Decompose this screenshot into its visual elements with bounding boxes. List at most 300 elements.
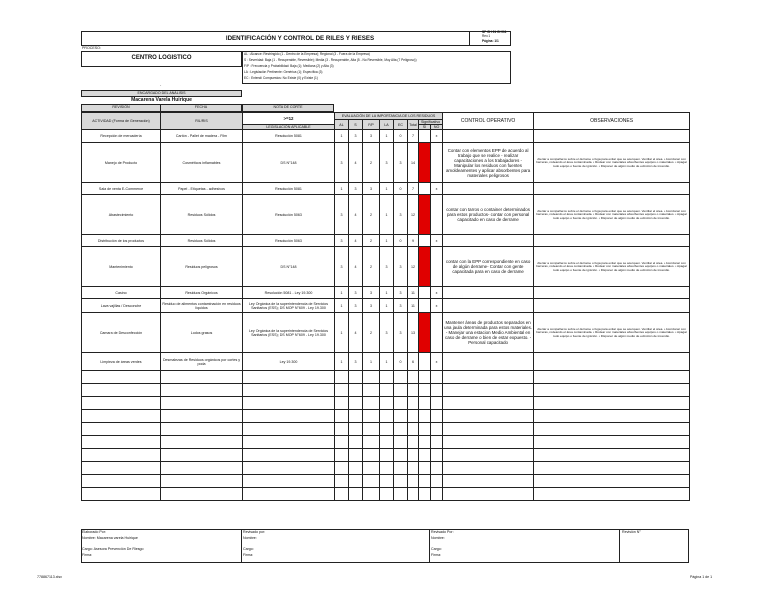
reviewed-by-role: Cargo:	[243, 547, 254, 551]
cell-s: 3	[349, 353, 363, 371]
empty-cell	[380, 410, 394, 423]
cell-fp: 3	[363, 287, 380, 299]
table-row	[82, 299, 690, 313]
cut-value: >=12	[243, 113, 335, 125]
cell-la: 1	[380, 195, 394, 235]
cell-significant-yes	[419, 183, 431, 195]
empty-cell	[431, 397, 443, 410]
empty-cell	[380, 436, 394, 449]
empty-cell	[534, 397, 690, 410]
empty-cell	[534, 449, 690, 462]
cell-significant-no: x	[431, 235, 443, 247]
empty-cell	[363, 449, 380, 462]
approved-by-name: Nombre:	[431, 536, 445, 540]
empty-cell	[82, 371, 161, 384]
empty-cell	[419, 423, 431, 436]
footer-divider-2	[429, 529, 430, 563]
review-label: REVISIÓN	[112, 105, 130, 109]
empty-cell	[243, 436, 335, 449]
cell-riles: Cartón - Pallet de madera - Film	[161, 130, 243, 143]
cell-al: 3	[335, 143, 349, 183]
col-la: LA	[380, 120, 394, 130]
empty-cell	[243, 384, 335, 397]
cell-ec: 0	[394, 235, 408, 247]
empty-cell	[82, 475, 161, 488]
empty-cell	[408, 436, 419, 449]
table-row	[82, 143, 690, 183]
empty-row	[82, 384, 690, 397]
reviewed-by-name: Nombre:	[243, 536, 257, 540]
col-control: CONTROL OPERATIVO	[443, 113, 534, 130]
empty-cell	[394, 384, 408, 397]
empty-cell	[443, 423, 534, 436]
process-value: CENTRO LOGISTICO	[131, 55, 192, 61]
empty-cell	[534, 436, 690, 449]
cell-significant-yes	[419, 353, 431, 371]
col-no: NO	[431, 125, 443, 130]
cell-al: 1	[335, 313, 349, 353]
cell-riles: Residuos Sólidos	[161, 235, 243, 247]
empty-cell	[82, 436, 161, 449]
cell-legislation: Resolución 5063	[243, 235, 335, 247]
cell-fp: 3	[363, 299, 380, 313]
cell-fp: 2	[363, 235, 380, 247]
cell-significant-yes	[419, 299, 431, 313]
approved-by-label: Revisado Por:	[431, 530, 454, 534]
footer-divider-1	[241, 529, 242, 563]
empty-cell	[335, 488, 349, 501]
empty-cell	[380, 449, 394, 462]
empty-cell	[335, 449, 349, 462]
empty-cell	[335, 462, 349, 475]
empty-cell	[335, 371, 349, 384]
cell-la: 1	[380, 287, 394, 299]
cell-observations	[534, 287, 690, 299]
empty-cell	[349, 410, 363, 423]
cell-al: 1	[335, 299, 349, 313]
cell-control	[443, 235, 534, 247]
process-label: PROCESO:	[82, 46, 101, 50]
empty-cell	[408, 462, 419, 475]
cell-activity: Abastecimiento	[82, 195, 161, 235]
empty-cell	[534, 384, 690, 397]
cell-la: 3	[380, 247, 394, 287]
cell-fp: 3	[363, 183, 380, 195]
cell-activity: Manejo de Producto	[82, 143, 161, 183]
empty-cell	[161, 436, 243, 449]
empty-cell	[443, 436, 534, 449]
document-rev: Rev.1	[482, 34, 491, 38]
empty-cell	[408, 488, 419, 501]
cell-total: 12	[408, 195, 419, 235]
empty-cell	[394, 371, 408, 384]
table-row	[82, 195, 690, 235]
cell-al: 1	[335, 130, 349, 143]
approved-by-sign: Firma:	[431, 553, 442, 557]
footer-divider-3	[619, 529, 620, 563]
empty-cell	[335, 397, 349, 410]
empty-cell	[335, 436, 349, 449]
col-significance: Significativo	[419, 120, 443, 125]
empty-cell	[363, 384, 380, 397]
empty-cell	[419, 397, 431, 410]
empty-cell	[363, 423, 380, 436]
cell-legislation: Ley Orgánica de la superintendencia de Servicios Sanitarios (ESS); DS MOP N°609 - Ley 19.300	[243, 299, 335, 313]
cell-riles: Lodos grasos	[161, 313, 243, 353]
cell-observations: Alertar a compañeros sobre el derrame o fuga para evitar que se acerquen. Ventilar el área. • Acordonar con barreras, rodeando el área contaminada. • Rodear con materiales absorbentes equipos o materiales. • Apagar todo equipo o fuente de ignición. • Disponer de algún medio de extinción de incendio.	[534, 195, 690, 235]
cell-s: 4	[349, 143, 363, 183]
cell-la: 3	[380, 143, 394, 183]
empty-cell	[82, 410, 161, 423]
empty-cell	[380, 384, 394, 397]
table-row	[82, 130, 690, 143]
cell-al: 3	[335, 195, 349, 235]
cell-control: contar con la EPP correspondiente en caso de algún derrame- Contar con gente capacitada para en caso de derrame	[443, 247, 534, 287]
cell-legislation: Resolución 5081 - Ley 19.300	[243, 287, 335, 299]
cell-legislation: Ley 19.300	[243, 353, 335, 371]
col-riles: RIL/RIS	[161, 113, 243, 130]
empty-cell	[380, 423, 394, 436]
cell-total: 7	[408, 130, 419, 143]
col-s: S	[349, 120, 363, 130]
empty-cell	[408, 397, 419, 410]
cell-total: 14	[408, 143, 419, 183]
cell-s: 3	[349, 299, 363, 313]
col-evaluation: EVALUACIÓN DE LA IMPORTANCIA DE LOS RESIDUOS	[335, 113, 443, 120]
cell-fp: 3	[363, 130, 380, 143]
cell-observations: Alertar a compañeros sobre el derrame o fuga para evitar que se acerquen. Ventilar el área. • Acordonar con barreras, rodeando el área contaminada. • Rodear con materiales absorbentes equipos o materiales. • Apagar todo equipo o fuente de ignición. • Disponer de algún medio de extinción de incendio.	[534, 313, 690, 353]
footer-box	[81, 529, 689, 563]
empty-cell	[419, 410, 431, 423]
empty-cell	[394, 488, 408, 501]
empty-cell	[380, 371, 394, 384]
empty-cell	[380, 397, 394, 410]
cut-label: NOTA DE CORTE	[273, 105, 303, 109]
cell-significant-no: x	[431, 183, 443, 195]
empty-cell	[161, 397, 243, 410]
empty-cell	[443, 371, 534, 384]
cell-observations	[534, 130, 690, 143]
empty-cell	[431, 436, 443, 449]
cell-fp: 2	[363, 143, 380, 183]
cell-legislation: Resolución 5081	[243, 130, 335, 143]
empty-cell	[161, 423, 243, 436]
cell-activity: Lava vajillas / Desconche	[82, 299, 161, 313]
cell-significant-no	[431, 247, 443, 287]
cell-legislation: Ley Orgánica de la superintendencia de Servicios Sanitarios (ESS); DS MOP N°609 - Ley 19.300	[243, 313, 335, 353]
empty-cell	[243, 449, 335, 462]
empty-cell	[349, 397, 363, 410]
cell-control: Contar con elementos EPP de acuerdo al trabajo que se realice - realizar capacitaciones a los trabajadores - Manipular los residuos con fuentes amoldeamentes y aplicar absorbentes para materiales peligrosos	[443, 143, 534, 183]
empty-cell	[82, 488, 161, 501]
empty-cell	[161, 488, 243, 501]
cell-la: 1	[380, 183, 394, 195]
empty-cell	[443, 475, 534, 488]
empty-cell	[243, 462, 335, 475]
cell-activity: Mantenimiento	[82, 247, 161, 287]
cell-activity: Recepción de mercadería	[82, 130, 161, 143]
cell-observations	[534, 183, 690, 195]
cell-observations: Alertar a compañeros sobre el derrame o fuga para evitar que se acerquen. Ventilar el área. • Acordonar con barreras, rodeando el área contaminada. • Rodear con materiales absorbentes equipos o materiales. • Apagar todo equipo o fuente de ignición. • Disponer de algún medio de extinción de incendio.	[534, 247, 690, 287]
cell-ec: 0	[394, 130, 408, 143]
empty-cell	[349, 462, 363, 475]
empty-cell	[534, 371, 690, 384]
table-row	[82, 247, 690, 287]
legend-line-5: EC : Entendí Compuestos: No Existe (0) y Existe (1)	[244, 76, 318, 80]
empty-cell	[431, 462, 443, 475]
empty-cell	[443, 449, 534, 462]
empty-row	[82, 436, 690, 449]
cell-al: 3	[335, 247, 349, 287]
legend-line-4: LA : Legislación Pertinente: Genérica (1); Específica (3)	[244, 70, 323, 74]
empty-cell	[243, 475, 335, 488]
empty-cell	[335, 384, 349, 397]
cell-riles: Cosméticos inflamables	[161, 143, 243, 183]
document-title: IDENTIFICACIÓN Y CONTROL DE RILES Y RIESES	[225, 35, 375, 42]
table-row	[82, 235, 690, 247]
cell-s: 3	[349, 183, 363, 195]
empty-cell	[408, 423, 419, 436]
empty-cell	[349, 488, 363, 501]
empty-cell	[363, 475, 380, 488]
cell-significant-no: x	[431, 287, 443, 299]
empty-row	[82, 371, 690, 384]
made-by-label: Elaborado Por:	[82, 530, 106, 534]
approved-by-role: Cargo:	[431, 547, 442, 551]
cell-la: 1	[380, 353, 394, 371]
cell-riles: Residuos Sólidos	[161, 195, 243, 235]
cell-s: 3	[349, 287, 363, 299]
cell-ec: 3	[394, 143, 408, 183]
table-row	[82, 287, 690, 299]
empty-row	[82, 449, 690, 462]
responsible-label: ENCARGADO DEL ANÁLISIS	[137, 91, 186, 95]
col-activity: ACTIVIDAD (Forma de Generación)	[82, 113, 161, 130]
empty-cell	[161, 410, 243, 423]
empty-cell	[363, 488, 380, 501]
cell-ec: 3	[394, 287, 408, 299]
cell-control: contar con tarros o container determinados para estos productos- contar con personal capacitado en caso de derrame	[443, 195, 534, 235]
empty-cell	[161, 384, 243, 397]
empty-row	[82, 488, 690, 501]
empty-row	[82, 410, 690, 423]
empty-cell	[82, 449, 161, 462]
cell-activity: Casino	[82, 287, 161, 299]
empty-cell	[82, 384, 161, 397]
empty-row	[82, 423, 690, 436]
empty-cell	[443, 410, 534, 423]
cell-s: 3	[349, 130, 363, 143]
empty-row	[82, 397, 690, 410]
empty-cell	[161, 475, 243, 488]
cell-fp: 2	[363, 195, 380, 235]
cell-legislation: Resolución 5081	[243, 183, 335, 195]
empty-cell	[419, 475, 431, 488]
cell-riles: Residuos Orgánicos	[161, 287, 243, 299]
cell-s: 4	[349, 247, 363, 287]
document-page: Página: 1/1	[482, 39, 499, 43]
empty-cell	[419, 449, 431, 462]
empty-cell	[394, 423, 408, 436]
empty-cell	[431, 384, 443, 397]
empty-cell	[349, 371, 363, 384]
empty-cell	[363, 371, 380, 384]
empty-row	[82, 475, 690, 488]
cell-legislation: Resolución 5063	[243, 195, 335, 235]
empty-cell	[363, 397, 380, 410]
cell-la: 1	[380, 299, 394, 313]
empty-cell	[161, 449, 243, 462]
cell-al: 1	[335, 353, 349, 371]
cell-fp: 2	[363, 313, 380, 353]
cell-ec: 3	[394, 195, 408, 235]
cell-observations	[534, 353, 690, 371]
cell-al: 1	[335, 287, 349, 299]
table-row	[82, 183, 690, 195]
cell-ec: 3	[394, 299, 408, 313]
empty-cell	[419, 436, 431, 449]
cell-riles: Papel - Etiquetas - adhesivos	[161, 183, 243, 195]
col-observations: OBSERVACIONES	[534, 113, 690, 130]
document-code: SP CH 01 GI 011	[482, 30, 507, 34]
cell-al: 3	[335, 235, 349, 247]
empty-cell	[443, 462, 534, 475]
cell-legislation: DS N°148	[243, 143, 335, 183]
col-legislation: LEGISLACIÓN APLICABLE	[243, 125, 335, 130]
empty-cell	[335, 475, 349, 488]
cell-significant-no	[431, 313, 443, 353]
made-by-role: Cargo: Asesora Prevención De Riesgo	[82, 547, 144, 551]
empty-cell	[349, 423, 363, 436]
cell-control	[443, 183, 534, 195]
cell-control	[443, 130, 534, 143]
cell-ec: 0	[394, 353, 408, 371]
legend-line-1: AL : Alcance: Restringido (1 - Dentro de la Empresa); Regional (3 - Fuera de la Empresa)	[244, 52, 370, 56]
col-si: SI	[419, 125, 431, 130]
cell-riles: Residuo de alimentos contaminación en residuos líquidos	[161, 299, 243, 313]
empty-cell	[419, 488, 431, 501]
empty-cell	[161, 371, 243, 384]
cell-total: 11	[408, 299, 419, 313]
empty-cell	[349, 384, 363, 397]
cell-ec: 3	[394, 313, 408, 353]
empty-cell	[431, 423, 443, 436]
cell-significant-yes	[419, 130, 431, 143]
empty-cell	[394, 436, 408, 449]
col-ec: EC	[394, 120, 408, 130]
empty-cell	[243, 488, 335, 501]
empty-cell	[243, 397, 335, 410]
file-name: 778867113.xlsx	[37, 575, 62, 579]
empty-cell	[380, 488, 394, 501]
empty-cell	[431, 449, 443, 462]
cell-control	[443, 353, 534, 371]
date-label: FECHA	[194, 105, 208, 109]
cell-s: 4	[349, 313, 363, 353]
responsible-value: Macarena Varela Huirique	[131, 97, 192, 103]
empty-cell	[394, 449, 408, 462]
empty-cell	[243, 371, 335, 384]
empty-cell	[408, 410, 419, 423]
cell-total: 7	[408, 183, 419, 195]
cell-s: 4	[349, 195, 363, 235]
empty-cell	[243, 410, 335, 423]
cell-observations	[534, 299, 690, 313]
empty-cell	[534, 488, 690, 501]
cell-total: 9	[408, 235, 419, 247]
empty-cell	[335, 423, 349, 436]
cell-fp: 1	[363, 353, 380, 371]
empty-cell	[161, 462, 243, 475]
cell-riles: Desmalezas de Residuos orgánicos por cortes y poda	[161, 353, 243, 371]
empty-cell	[394, 462, 408, 475]
empty-cell	[534, 410, 690, 423]
cell-significant-yes	[419, 247, 431, 287]
empty-cell	[534, 475, 690, 488]
empty-cell	[394, 410, 408, 423]
empty-cell	[431, 371, 443, 384]
empty-cell	[419, 384, 431, 397]
empty-cell	[408, 449, 419, 462]
empty-cell	[363, 436, 380, 449]
cell-control: Mantener áreas de productos separados en una jaula determinada para estos materiales. - Manejar una estacion Medio Ambiental en caso de derrame o bien de estar expuesto. - Personal capacitado	[443, 313, 534, 353]
revision-number-label: Revisión N°	[622, 530, 641, 534]
cell-riles: Residuos peligrosos	[161, 247, 243, 287]
empty-cell	[443, 397, 534, 410]
cell-la: 3	[380, 313, 394, 353]
cell-la: 1	[380, 130, 394, 143]
empty-cell	[431, 410, 443, 423]
cell-total: 12	[408, 247, 419, 287]
cell-significant-no	[431, 195, 443, 235]
empty-cell	[431, 475, 443, 488]
empty-cell	[380, 475, 394, 488]
cell-significant-yes	[419, 313, 431, 353]
table-row	[82, 313, 690, 353]
cell-significant-no	[431, 143, 443, 183]
cell-observations	[534, 235, 690, 247]
col-total: Total	[408, 120, 419, 130]
cell-total: 11	[408, 287, 419, 299]
empty-cell	[394, 397, 408, 410]
cell-s: 4	[349, 235, 363, 247]
empty-cell	[243, 423, 335, 436]
empty-cell	[363, 462, 380, 475]
empty-cell	[380, 462, 394, 475]
cell-significant-no: x	[431, 353, 443, 371]
empty-cell	[408, 475, 419, 488]
empty-cell	[534, 462, 690, 475]
cell-significant-yes	[419, 287, 431, 299]
empty-cell	[349, 475, 363, 488]
cell-la: 1	[380, 235, 394, 247]
cell-activity: Camara de Desconfección	[82, 313, 161, 353]
col-fp: F/P	[363, 120, 380, 130]
empty-cell	[82, 423, 161, 436]
cell-significant-yes	[419, 143, 431, 183]
cell-control	[443, 287, 534, 299]
cell-significant-yes	[419, 235, 431, 247]
cell-activity: Limpieza de áreas verdes	[82, 353, 161, 371]
cell-total: 6	[408, 353, 419, 371]
empty-cell	[431, 488, 443, 501]
col-al: AL	[335, 120, 349, 130]
empty-cell	[408, 371, 419, 384]
cell-observations: Alertar a compañeros sobre el derrame o fuga para evitar que se acerquen. Ventilar el área. • Acordonar con barreras, rodeando el área contaminada. • Rodear con materiales absorbentes equipos o materiales. • Apagar todo equipo o fuente de ignición. • Disponer de algún medio de extinción de incendio.	[534, 143, 690, 183]
empty-cell	[419, 371, 431, 384]
empty-cell	[408, 384, 419, 397]
cell-total: 13	[408, 313, 419, 353]
